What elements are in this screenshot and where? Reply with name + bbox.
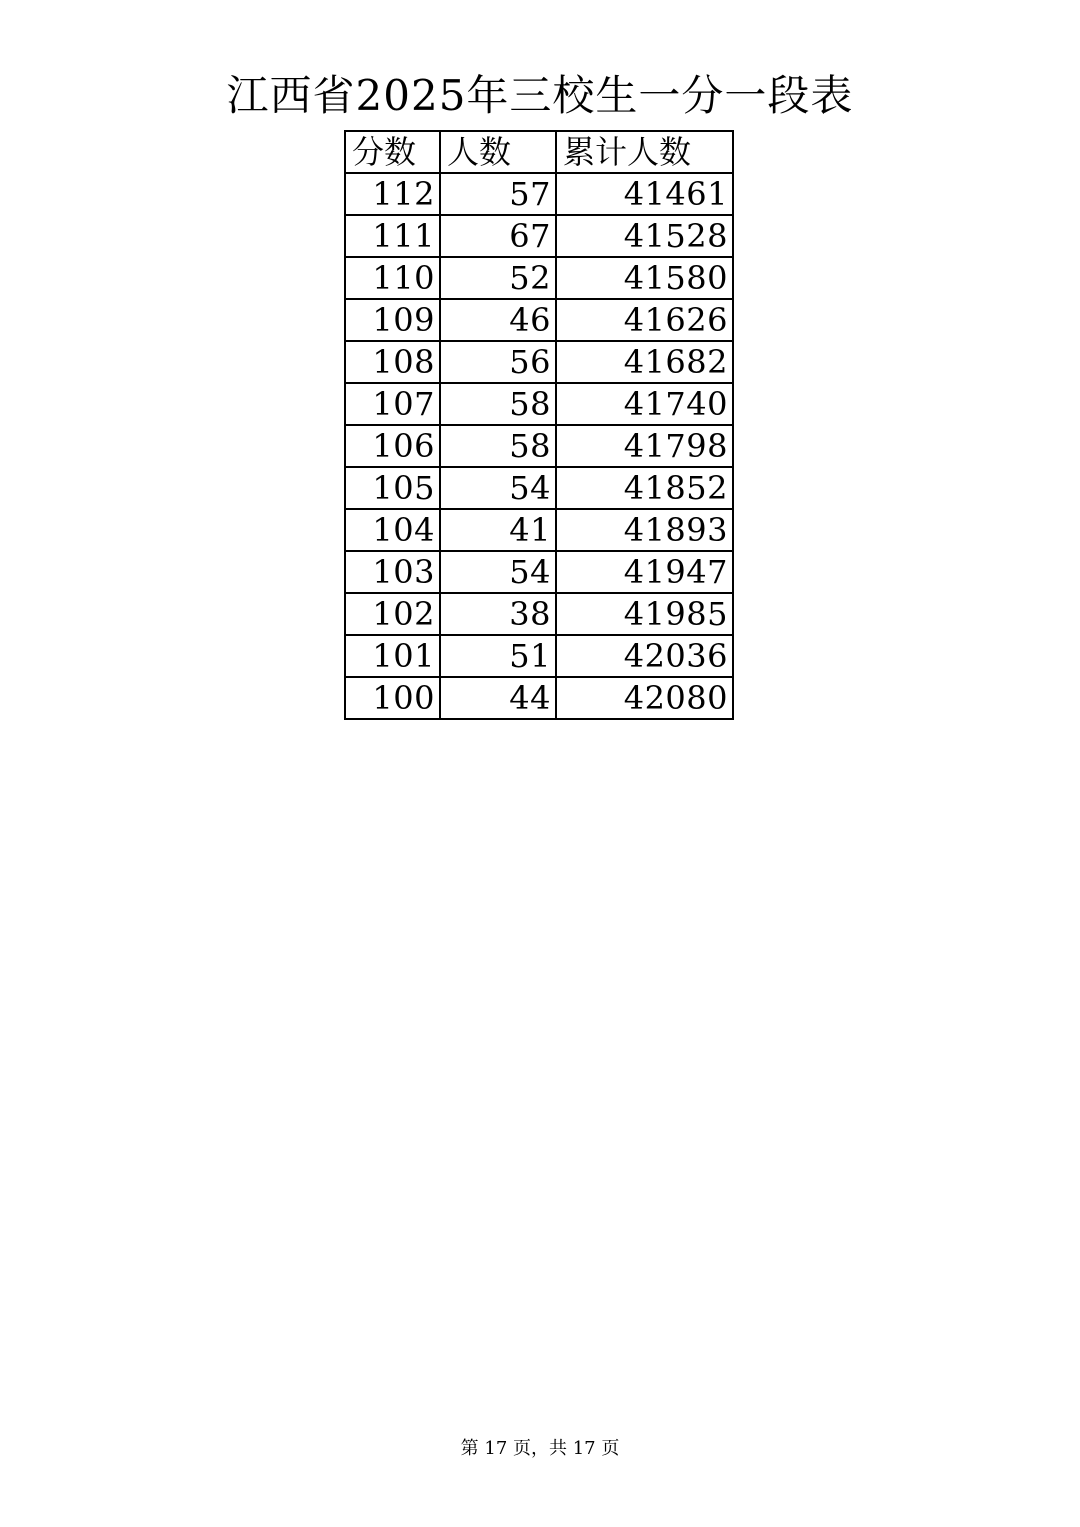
table-row — [345, 383, 733, 425]
score-cell: 106 — [345, 425, 440, 467]
table-header-row — [345, 131, 733, 173]
table-row — [345, 635, 733, 677]
score-cell: 103 — [345, 551, 440, 593]
table-row — [345, 173, 733, 215]
score-cell: 110 — [345, 257, 440, 299]
table-header — [345, 131, 733, 173]
column-header-cumulative: 累计人数 — [556, 131, 733, 173]
column-header-score: 分数 — [345, 131, 440, 173]
cumulative-cell: 41626 — [556, 299, 733, 341]
column-header-count: 人数 — [440, 131, 556, 173]
table-row — [345, 677, 733, 719]
cumulative-cell: 41740 — [556, 383, 733, 425]
count-cell: 54 — [440, 551, 556, 593]
cumulative-cell: 41528 — [556, 215, 733, 257]
count-cell: 46 — [440, 299, 556, 341]
table-row — [345, 257, 733, 299]
score-cell: 111 — [345, 215, 440, 257]
cumulative-cell: 41682 — [556, 341, 733, 383]
table-row — [345, 215, 733, 257]
score-cell: 100 — [345, 677, 440, 719]
score-cell: 108 — [345, 341, 440, 383]
cumulative-cell: 41947 — [556, 551, 733, 593]
cumulative-cell: 42036 — [556, 635, 733, 677]
score-cell: 101 — [345, 635, 440, 677]
cumulative-cell: 41580 — [556, 257, 733, 299]
cumulative-cell: 41985 — [556, 593, 733, 635]
page-number-footer: 第 17 页，共 17 页 — [460, 1438, 620, 1459]
table-row — [345, 551, 733, 593]
cumulative-cell: 41461 — [556, 173, 733, 215]
score-cell: 102 — [345, 593, 440, 635]
count-cell: 54 — [440, 467, 556, 509]
table-row — [345, 509, 733, 551]
table-row — [345, 593, 733, 635]
table-body — [345, 173, 733, 719]
table-row — [345, 299, 733, 341]
count-cell: 41 — [440, 509, 556, 551]
document-title: 江西省2025年三校生一分一段表 — [226, 71, 854, 120]
count-cell: 52 — [440, 257, 556, 299]
cumulative-cell: 41893 — [556, 509, 733, 551]
count-cell: 58 — [440, 425, 556, 467]
count-cell: 44 — [440, 677, 556, 719]
score-cell: 109 — [345, 299, 440, 341]
score-cell: 107 — [345, 383, 440, 425]
count-cell: 56 — [440, 341, 556, 383]
score-distribution-table — [344, 130, 734, 720]
count-cell: 38 — [440, 593, 556, 635]
count-cell: 51 — [440, 635, 556, 677]
table-row — [345, 425, 733, 467]
score-cell: 105 — [345, 467, 440, 509]
cumulative-cell: 42080 — [556, 677, 733, 719]
count-cell: 67 — [440, 215, 556, 257]
count-cell: 57 — [440, 173, 556, 215]
table-row — [345, 467, 733, 509]
cumulative-cell: 41852 — [556, 467, 733, 509]
score-cell: 112 — [345, 173, 440, 215]
cumulative-cell: 41798 — [556, 425, 733, 467]
count-cell: 58 — [440, 383, 556, 425]
table-row — [345, 341, 733, 383]
score-cell: 104 — [345, 509, 440, 551]
